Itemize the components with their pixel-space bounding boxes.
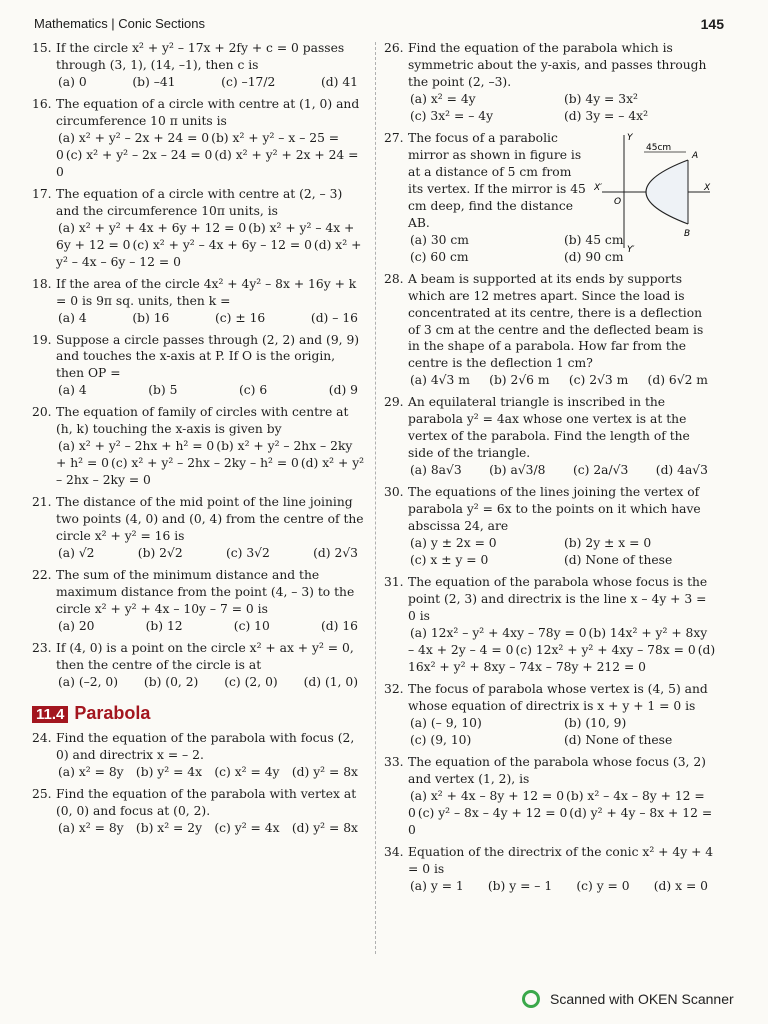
options-group (56, 220, 366, 271)
question-item (32, 494, 366, 562)
footer-text: Scanned with OKEN Scanner (550, 991, 734, 1007)
question-number: 20. (32, 405, 52, 420)
answer-option: (c) 12x² + y² + 4xy – 78x = 0 (515, 642, 696, 657)
answer-option: (b) x² + y² – x – 25 = 0 (56, 130, 340, 162)
answer-option: (a) 8a√3 (410, 463, 462, 478)
answer-option: (b) 4y = 3x² (564, 91, 638, 106)
answer-option: (c) y² = 4x (214, 820, 280, 835)
answer-option: (d) 90 cm (564, 249, 624, 264)
answer-option: (a) (–2, 0) (58, 674, 119, 689)
question-number: 25. (32, 786, 52, 801)
answer-option: (d) y² = 8x (291, 820, 358, 835)
answer-option: (b) 16 (132, 310, 170, 325)
answer-option: (d) 2√3 (313, 546, 358, 561)
answer-option: (d) 16 (320, 619, 358, 633)
question-item (384, 484, 716, 569)
question-text: The focus of parabola whose vertex is (4, 5) and whose equation of directrix is x + y + 1 = 0 is (408, 681, 708, 713)
options-group (408, 372, 716, 389)
question-text: An equilateral triangle is inscribed in the parabola y² = 4ax whose one vertex is at the vertex of the parabola. Find the length of the side of the triangle. (408, 395, 690, 461)
svg-text:X: X (704, 182, 711, 193)
answer-option: (b) 2y ± x = 0 (564, 536, 652, 551)
scanner-footer (522, 990, 734, 1008)
question-number: 17. (32, 186, 52, 201)
question-number: 29. (384, 395, 404, 410)
answer-option: (b) y² = 4x (135, 764, 203, 779)
options-group (408, 462, 716, 479)
svg-text:O: O (614, 196, 622, 207)
answer-option: (a) y = 1 (410, 878, 464, 893)
question-text: The equation of family of circles with centre at (h, k) touching the x-axis is given by (56, 405, 349, 437)
answer-option: (a) x² = 8y (58, 764, 124, 779)
question-item (384, 40, 716, 125)
question-text: The equation of the parabola whose focus is the point (2, 3) and directrix is the line x – 4y + 3 = 0 is (408, 575, 708, 623)
answer-option: (d) – 16 (310, 310, 358, 325)
answer-option: (c) 3√2 (225, 546, 270, 561)
question-list-left-after (32, 730, 366, 837)
answer-option: (c) ± 16 (214, 310, 266, 325)
column-divider (375, 42, 376, 954)
answer-option: (d) y² = 8x (291, 764, 358, 779)
question-list-right (384, 40, 716, 895)
question-text: A beam is supported at its ends by supports which are 12 metres apart. Since the load is concentrated at its centre, there is a deflection of 3 cm at the centre and the deflected beam is in the shape of a parabola. How far from the centre is the deflection 1 cm? (408, 271, 704, 371)
answer-option: (a) 12x² – y² + 4xy – 78y = 0 (410, 625, 587, 640)
answer-option: (a) 4 (58, 310, 87, 325)
question-text: The distance of the mid point of the line joining two points (4, 0) and (0, 4) from the centre of the circle x² + y² = 16 is (56, 495, 364, 544)
running-title: Mathematics | Conic Sections (34, 16, 205, 31)
answer-option: (b) x² – 4x – 8y + 12 = 0 (408, 788, 705, 820)
answer-option: (b) x² + y² – 2hx – 2ky + h² = 0 (56, 439, 353, 471)
answer-option: (d) 16x² + y² + 8xy – 74x – 78y + 212 = 0 (408, 642, 716, 674)
answer-option: (b) –41 (132, 74, 176, 89)
section-heading (32, 701, 366, 726)
answer-option: (b) 2√2 (137, 546, 183, 561)
question-text: Suppose a circle passes through (2, 2) and (9, 9) and touches the x-axis at P. If O is the origin, then OP = (56, 332, 360, 381)
question-number: 27. (384, 130, 404, 145)
question-text: The equation of a circle with centre at (1, 0) and circumference 10 π units is (56, 96, 360, 128)
question-item (32, 567, 366, 635)
options-group (56, 74, 366, 91)
question-item (384, 681, 716, 749)
answer-option: (b) x² + y² – 4x + 6y + 12 = 0 (56, 220, 355, 252)
answer-option: (b) 5 (148, 383, 178, 398)
answer-option: (c) 3x² = – 4y (410, 108, 494, 123)
question-item (384, 754, 716, 839)
question-text: The equations of the lines joining the vertex of parabola y² = 6x to the points on it which have abscissa 24, are (408, 485, 701, 534)
answer-option: (c) 10 (233, 619, 270, 633)
page-header (34, 16, 724, 36)
answer-option: (c) –17/2 (221, 74, 276, 89)
question-text: If (4, 0) is a point on the circle x² + ax + y² = 0, then the centre of the circle is at (56, 640, 354, 672)
question-item (384, 574, 716, 676)
options-group (56, 618, 366, 635)
question-number: 33. (384, 754, 404, 769)
answer-option: (a) √2 (58, 546, 95, 561)
question-number: 23. (32, 640, 52, 655)
answer-option: (a) y ± 2x = 0 (410, 536, 497, 551)
answer-option: (a) x² + y² + 4x + 6y + 12 = 0 (58, 220, 247, 235)
section-title: Parabola (74, 702, 151, 723)
answer-option: (a) (– 9, 10) (410, 715, 482, 730)
scanner-logo-icon (522, 990, 540, 1008)
answer-option: (d) 6√2 m (647, 373, 708, 388)
options-group (56, 764, 366, 781)
answer-option: (d) None of these (564, 553, 673, 568)
question-item (32, 786, 366, 837)
section-number: 11.4 (32, 706, 68, 723)
question-item (32, 276, 366, 327)
answer-option: (a) x² + 4x – 8y + 12 = 0 (410, 788, 565, 803)
answer-option: (c) 6 (239, 383, 268, 398)
answer-option: (b) 45 cm (564, 232, 624, 247)
answer-option: (c) (9, 10) (410, 732, 472, 747)
answer-option: (d) 3y = – 4x² (564, 108, 649, 123)
question-text: The equation of a circle with centre at (2, – 3) and the circumference 10π units, is (56, 186, 343, 218)
answer-option: (c) 60 cm (410, 249, 469, 264)
answer-option: (a) x² = 4y (410, 91, 476, 106)
answer-option: (c) x² + y² – 2x – 24 = 0 (65, 147, 213, 162)
answer-option: (a) x² + y² – 2x + 24 = 0 (58, 130, 210, 145)
question-item (32, 730, 366, 781)
parabolic-mirror-figure (594, 130, 714, 255)
question-number: 16. (32, 96, 52, 111)
depth-label: 45cm (646, 142, 672, 153)
question-item (384, 844, 716, 895)
mirror-diagram (594, 130, 714, 255)
question-list-left (32, 40, 366, 691)
answer-option: (d) x² + y² – 4x – 6y – 12 = 0 (56, 237, 362, 269)
answer-option: (a) 4√3 m (410, 373, 470, 388)
options-group (56, 130, 366, 181)
answer-option: (b) 12 (145, 619, 183, 633)
question-text: If the area of the circle 4x² + 4y² – 8x + 16y + k = 0 is 9π sq. units, then k = (56, 276, 357, 308)
answer-option: (a) 30 cm (410, 232, 469, 247)
answer-option: (c) x² = 4y (214, 764, 280, 779)
answer-option: (b) x² = 2y (135, 820, 203, 835)
answer-option: (c) y² – 8x – 4y + 12 = 0 (417, 805, 568, 820)
question-number: 30. (384, 485, 404, 500)
question-item (32, 404, 366, 489)
answer-option: (c) x² + y² – 4x + 6y – 12 = 0 (132, 237, 312, 252)
question-number: 19. (32, 332, 52, 347)
answer-option: (c) 2a/√3 (572, 463, 629, 478)
options-group (408, 91, 716, 125)
svg-text:Y′: Y′ (627, 244, 635, 255)
svg-text:X′: X′ (594, 182, 603, 193)
answer-option: (d) 41 (320, 74, 358, 89)
answer-option: (d) None of these (564, 732, 673, 747)
right-column (384, 40, 716, 900)
question-number: 32. (384, 681, 404, 696)
question-text: If the circle x² + y² – 17x + 2fy + c = 0 passes through (3, 1), (14, –1), then c is (56, 41, 345, 72)
question-item (32, 332, 366, 400)
options-group (56, 674, 366, 691)
question-text: The equation of the parabola whose focus (3, 2) and vertex (1, 2), is (408, 754, 706, 786)
question-item (32, 40, 366, 91)
question-number: 15. (32, 41, 52, 55)
question-text: The sum of the minimum distance and the maximum distance from the point (4, – 3) to the circle x² + y² + 4x – 10y – 7 = 0 is (56, 568, 355, 617)
question-number: 26. (384, 41, 404, 55)
question-item (32, 640, 366, 691)
answer-option: (a) 4 (58, 383, 87, 398)
question-text: Find the equation of the parabola which is symmetric about the y-axis, and passes through the point (2, –3). (408, 41, 707, 89)
question-number: 31. (384, 575, 404, 590)
svg-text:A: A (692, 150, 699, 161)
question-item (384, 130, 716, 266)
answer-option: (a) 0 (58, 74, 87, 89)
page-number: 145 (700, 16, 724, 32)
question-number: 34. (384, 844, 404, 859)
answer-option: (d) (1, 0) (303, 674, 358, 689)
answer-option: (d) 4a√3 (655, 463, 708, 478)
question-number: 18. (32, 276, 52, 291)
question-text: Find the equation of the parabola with focus (2, 0) and directrix x = – 2. (56, 730, 355, 762)
answer-option: (d) x² + y² + 2x + 24 = 0 (56, 147, 359, 179)
question-text: Equation of the directrix of the conic x² + 4y + 4 = 0 is (408, 844, 714, 876)
options-group (56, 438, 366, 489)
answer-option: (d) 9 (328, 383, 358, 398)
answer-option: (b) a√3/8 (489, 463, 546, 478)
answer-option: (a) 20 (58, 619, 95, 633)
answer-option: (a) x² + y² – 2hx + h² = 0 (58, 439, 215, 454)
options-group (56, 820, 366, 837)
svg-text:B: B (684, 228, 691, 239)
question-item (384, 394, 716, 479)
answer-option: (b) y = – 1 (487, 878, 553, 893)
answer-option: (d) x = 0 (653, 878, 708, 893)
answer-option: (c) y = 0 (576, 878, 630, 893)
answer-option: (b) 14x² + y² + 8xy – 4x + 2y – 4 = 0 (408, 625, 708, 657)
svg-text:Y: Y (627, 132, 633, 143)
answer-option: (b) (0, 2) (143, 674, 199, 689)
question-item (384, 271, 716, 390)
question-item (32, 186, 366, 271)
question-number: 28. (384, 271, 404, 286)
left-column (32, 40, 366, 842)
options-group (408, 878, 716, 895)
answer-option: (c) 2√3 m (568, 373, 629, 388)
answer-option: (a) x² = 8y (58, 820, 124, 835)
options-group (408, 715, 716, 749)
answer-option: (d) x² + y² – 2hx – 2ky = 0 (56, 456, 365, 488)
answer-option: (d) y² + 4y – 8x + 12 = 0 (408, 805, 713, 837)
options-group (56, 382, 366, 399)
options-group (408, 625, 716, 676)
options-group (408, 535, 716, 569)
question-number: 24. (32, 730, 52, 745)
question-text: The focus of a parabolic mirror as shown in figure is at a distance of 5 cm from its vertex. If the mirror is 45 cm deep, find the distance AB. (408, 130, 586, 230)
options-group (56, 545, 366, 562)
options-group (56, 310, 366, 327)
answer-option: (b) (10, 9) (564, 715, 627, 730)
question-text: Find the equation of the parabola with vertex at (0, 0) and focus at (0, 2). (56, 786, 357, 818)
question-number: 21. (32, 495, 52, 510)
options-group (408, 788, 716, 839)
answer-option: (b) 2√6 m (489, 373, 550, 388)
answer-option: (c) x² + y² – 2hx – 2ky – h² = 0 (111, 456, 299, 471)
answer-option: (c) (2, 0) (224, 674, 278, 689)
answer-option: (c) x ± y = 0 (410, 553, 489, 568)
question-item (32, 96, 366, 181)
question-number: 22. (32, 568, 52, 583)
